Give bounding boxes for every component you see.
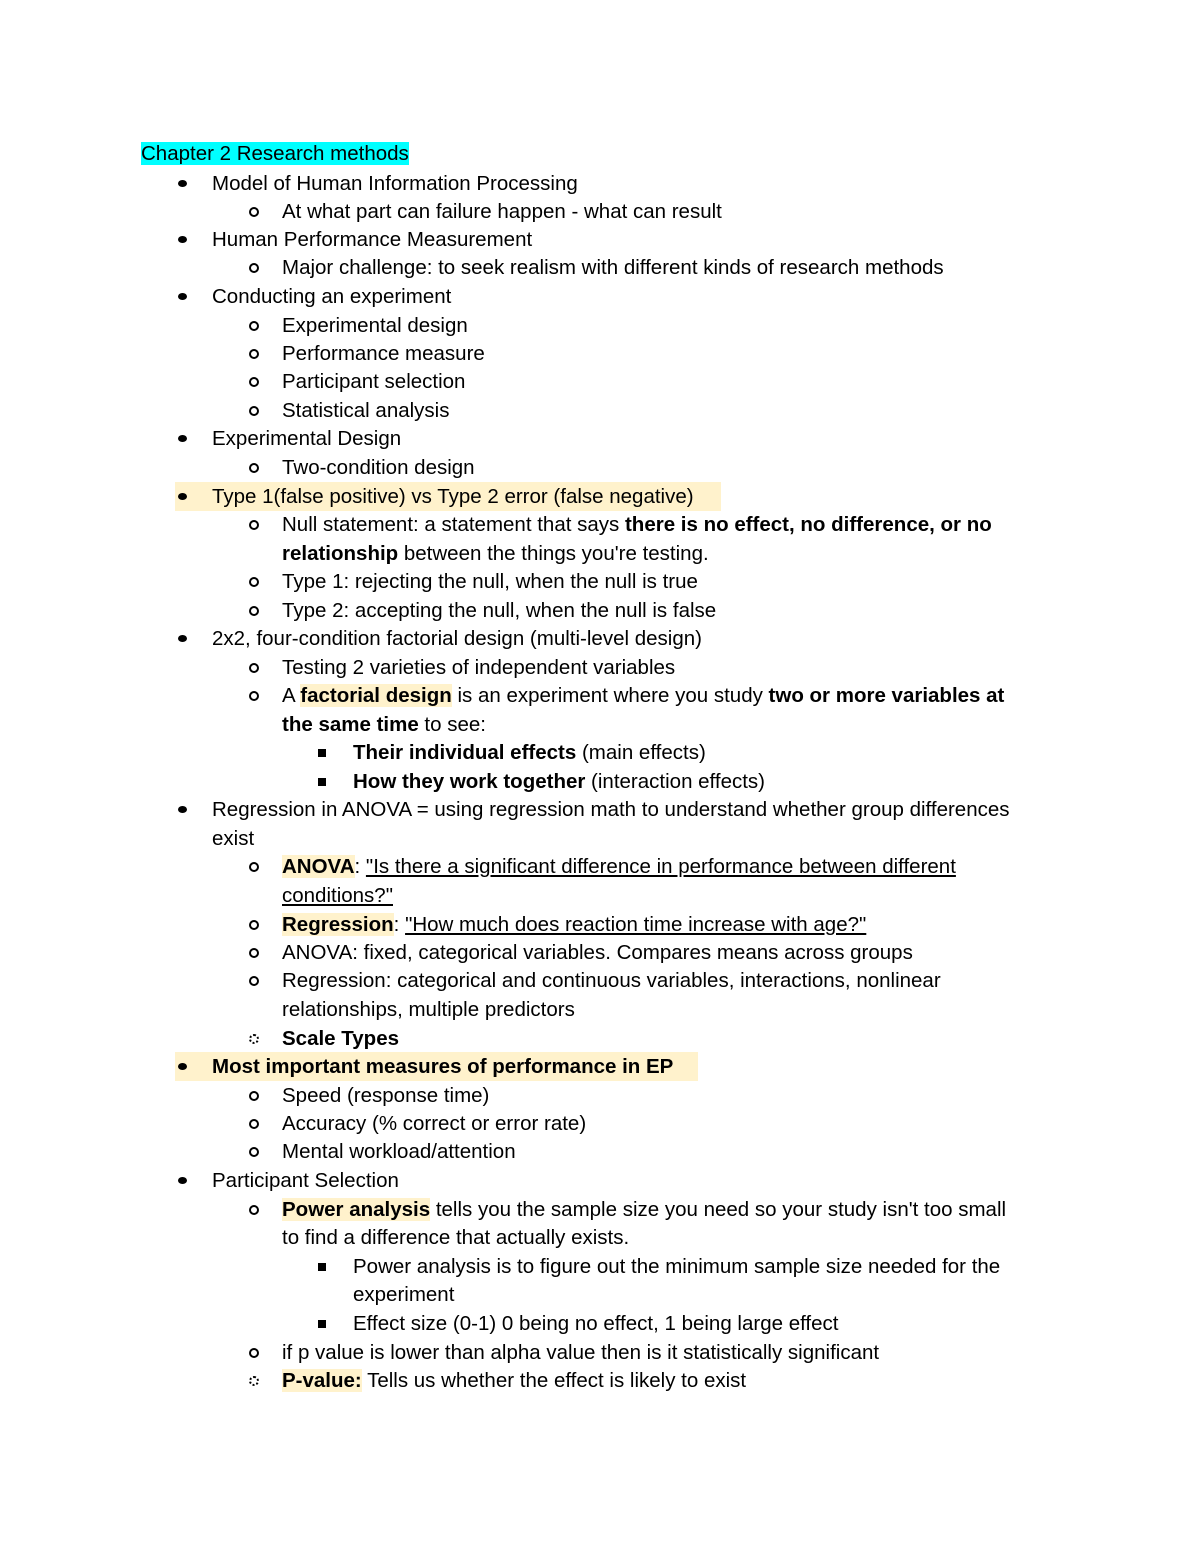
square-bullet-icon bbox=[318, 1263, 326, 1271]
document-page: Chapter 2 Research methods Model of Human Information Processing At what part can failure happen - what can result Human Performance Measurement Major challenge: to seek realism with different kinds of research methods Conducting an experiment Experimental design Performance measure Participant selection Statistical analysis Experimental Design Two-condition design Type 1(false positive) vs Type 2 error (false negative) Null statement: a statement that says there is no effect, no difference, or no relationship between the things you're testing. Type 1: rejecting the null, when the null is true Type 2: accepting the null, when the null is false 2x2, four-condition factorial design (multi-level design) Testing 2 varieties of independent variables A factorial design is an experiment where you study two or more variables at the same time to see: Their individual effects (main effects) How they work together (interaction effects) Regression in ANOVA = using regression math to understand whether group differences exist ANOVA: "Is there a significant difference in performance between different conditions?" Regression: "How much does reaction time increase with age?" ANOVA: fixed, categorical variables. Compares means across groups Regression: categorical and continuous variables, interactions, nonlinear relationships, multiple predictors Scale Types Most important measures of performance in EP Speed (response time) Accuracy (% correct or error rate) Mental workload/attention Participant Selection Power analysis tells you the sample size you need so your study isn't too small to find a difference that actually exists. Power analysis is to figure out the minimum sample size needed for the experiment Effect size (0-1) 0 being no effect, 1 being large effect if p value is lower than alpha value then is it statistically significant P-value: Tells us whether the effect is likely to exist bbox=[0, 0, 1200, 1553]
circle-bullet-icon bbox=[249, 463, 259, 473]
circle-bullet-icon bbox=[249, 1119, 259, 1129]
circle-bullet-icon bbox=[249, 349, 259, 359]
circle-bullet-icon bbox=[249, 406, 259, 416]
circle-bullet-icon bbox=[249, 321, 259, 331]
circle-bullet-icon bbox=[249, 948, 259, 958]
circle-bullet-icon bbox=[249, 577, 259, 587]
circle-bullet-icon bbox=[249, 691, 259, 701]
bullet-dot-icon bbox=[178, 635, 187, 642]
dotted-circle-bullet-icon bbox=[249, 1034, 259, 1044]
bullet-dot-icon bbox=[178, 236, 187, 243]
dotted-circle-bullet-icon bbox=[249, 1376, 259, 1386]
circle-bullet-icon bbox=[249, 1091, 259, 1101]
circle-bullet-icon bbox=[249, 862, 259, 872]
circle-bullet-icon bbox=[249, 1348, 259, 1358]
circle-bullet-icon bbox=[249, 520, 259, 530]
circle-bullet-icon bbox=[249, 606, 259, 616]
circle-bullet-icon bbox=[249, 1205, 259, 1215]
circle-bullet-icon bbox=[249, 663, 259, 673]
circle-bullet-icon bbox=[249, 920, 259, 930]
circle-bullet-icon bbox=[249, 377, 259, 387]
bullet-dot-icon bbox=[178, 1177, 187, 1184]
bullet-dot-icon bbox=[178, 806, 187, 813]
bullet-dot-icon bbox=[178, 293, 187, 300]
circle-bullet-icon bbox=[249, 1147, 259, 1157]
bullet-dot-icon bbox=[178, 1063, 187, 1070]
square-bullet-icon bbox=[318, 749, 326, 757]
bullet-dot-icon bbox=[178, 435, 187, 442]
circle-bullet-icon bbox=[249, 207, 259, 217]
bullet-dot-icon bbox=[178, 493, 187, 500]
square-bullet-icon bbox=[318, 778, 326, 786]
circle-bullet-icon bbox=[249, 263, 259, 273]
square-bullet-icon bbox=[318, 1320, 326, 1328]
circle-bullet-icon bbox=[249, 976, 259, 986]
bullet-dot-icon bbox=[178, 180, 187, 187]
chapter-title: Chapter 2 Research methods bbox=[141, 142, 409, 165]
